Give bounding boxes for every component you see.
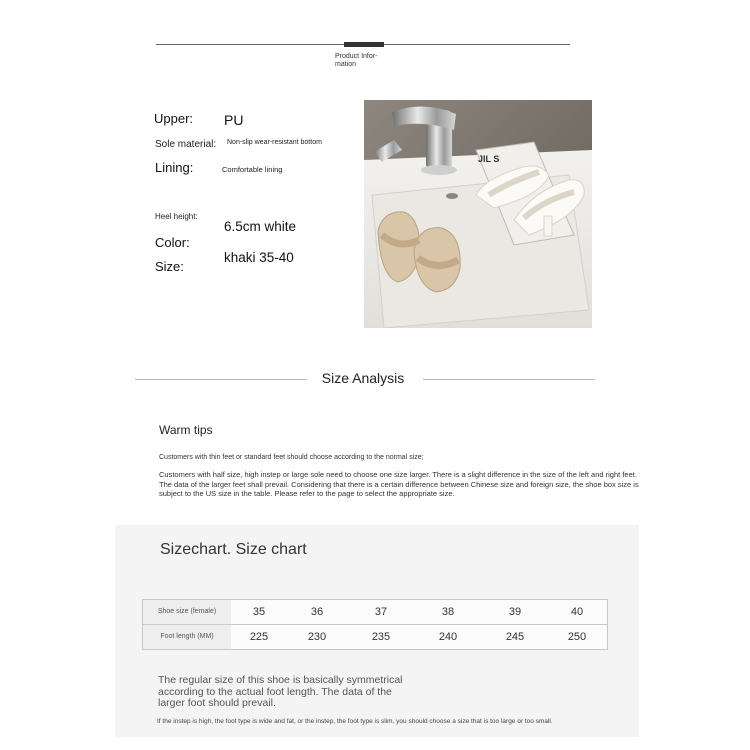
size-analysis-rule-right — [423, 379, 595, 380]
table-row-shoe-size — [143, 600, 607, 625]
size-cell: 39 — [508, 606, 522, 618]
upper-label: Upper: — [154, 111, 194, 126]
size-note: The regular size of this shoe is basically symmetrical according to the actual foot length. The data of the larger foot should prevail. — [158, 674, 403, 709]
warm-tip-2: Customers with half size, high instep or large sole need to choose one size larger. There is a slight difference in the size of the left and right feet. The data of the larger feet shall prevail. Considering that there is a certain difference between Chinese size and foreign size, the shoe box size is subject to the US size in the table. Please refer to the page to select the appropriate size. — [159, 470, 639, 498]
size-table — [142, 599, 608, 650]
length-cell: 245 — [505, 631, 525, 643]
size-chart-title: Sizechart. Size chart — [160, 541, 307, 558]
length-cell: 225 — [249, 631, 269, 643]
size-cell: 37 — [374, 606, 388, 618]
section-caption: Product Infor- mation — [335, 53, 378, 68]
color-value: khaki 35-40 — [224, 250, 294, 265]
top-divider-mark — [344, 42, 384, 47]
size-label: Size: — [155, 259, 184, 274]
warm-tips-heading: Warm tips — [159, 423, 213, 437]
length-cell: 230 — [307, 631, 327, 643]
upper-value: PU — [224, 112, 244, 128]
warm-tip-1: Customers with thin feet or standard feet should choose according to the normal size; — [159, 454, 424, 461]
sole-value: Non-slip wear-resistant bottom — [227, 139, 322, 146]
size-cell: 35 — [252, 606, 266, 618]
row-label-shoe-size: Shoe size (female) — [143, 600, 231, 624]
size-cell: 38 — [441, 606, 455, 618]
lining-value: Comfortable lining — [222, 165, 283, 174]
size-cell: 36 — [310, 606, 324, 618]
color-label: Color: — [155, 235, 190, 250]
length-cell: 235 — [371, 631, 391, 643]
table-row-foot-length — [143, 625, 607, 649]
row-label-foot-length: Foot length (MM) — [143, 625, 231, 649]
heel-label: Heel height: — [155, 212, 198, 221]
size-cell: 40 — [570, 606, 584, 618]
size-note-small: If the instep is high, the foot type is wide and fat, or the instep, the foot type is slim, you should choose a size that is too large or too small. — [157, 718, 553, 725]
box-print: JIL S — [478, 154, 500, 164]
size-analysis-title: Size Analysis — [321, 370, 405, 386]
length-cell: 240 — [438, 631, 458, 643]
lining-label: Lining: — [155, 160, 194, 175]
heel-value: 6.5cm white — [224, 219, 297, 234]
length-cell: 250 — [567, 631, 587, 643]
sole-label: Sole material: — [155, 139, 217, 150]
size-analysis-rule-left — [135, 379, 307, 380]
product-photo — [364, 100, 592, 328]
sandals-on-sink-image — [364, 100, 592, 328]
